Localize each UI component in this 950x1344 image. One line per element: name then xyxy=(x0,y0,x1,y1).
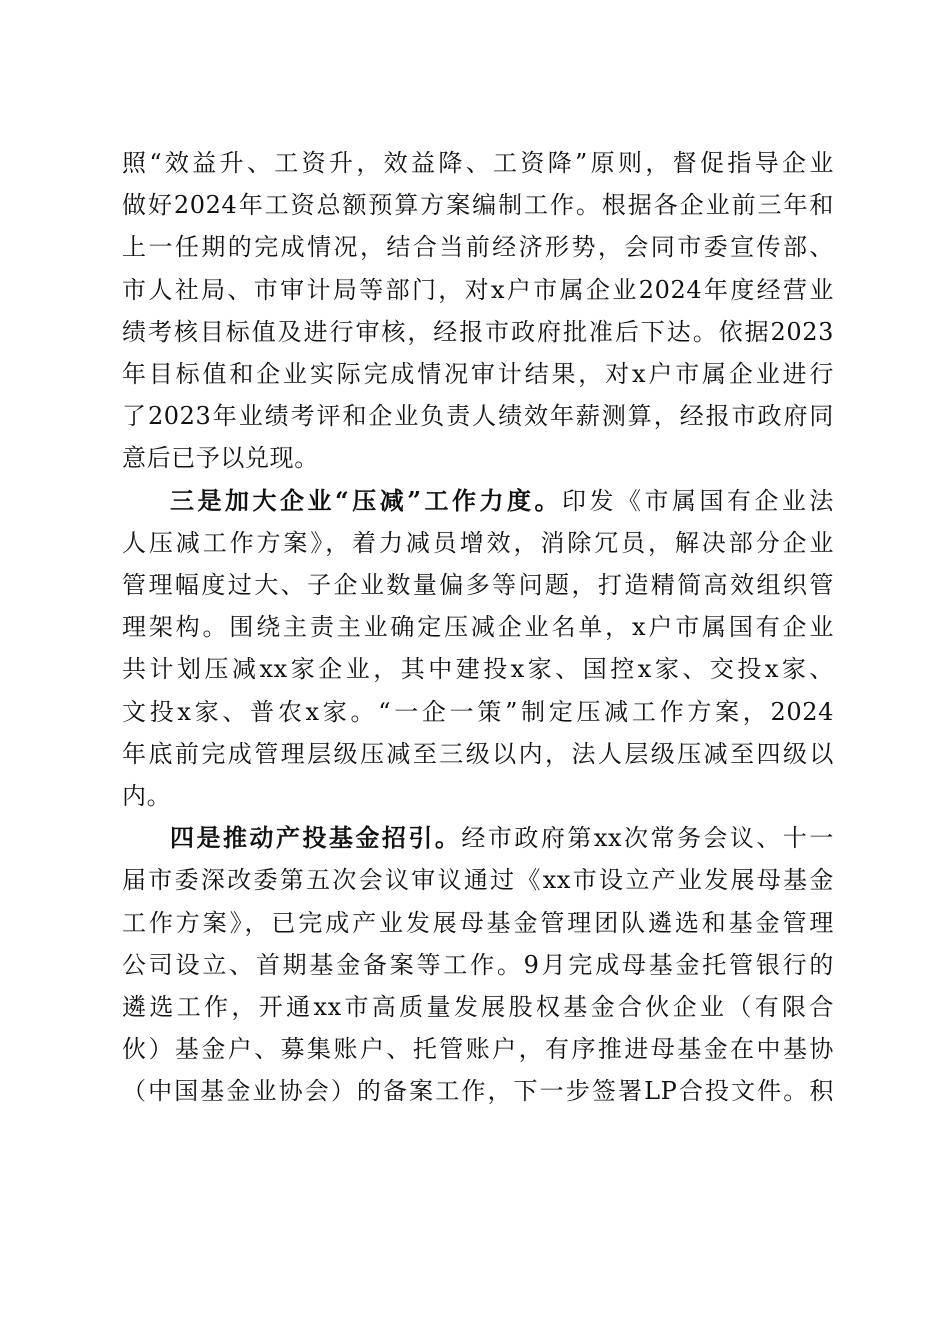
paragraph-line: 文投x家、普农x家。“一企一策”制定压减工作方案，2024 xyxy=(122,697,834,726)
paragraph-line: 市人社局、市审计局等部门，对x户市属企业2024年度经营业 xyxy=(122,275,834,304)
paragraph-line: 年底前完成管理层级压减至三级以内，法人层级压减至四级以 xyxy=(122,739,834,768)
paragraph-1 xyxy=(122,142,834,480)
paragraph-line: 做好2024年工资总额预算方案编制工作。根据各企业前三年和 xyxy=(122,191,834,220)
paragraph-line: 管理幅度过大、子企业数量偏多等问题，打造精简高效组织管 xyxy=(122,571,834,600)
paragraph-line: 公司设立、首期基金备案等工作。9月完成母基金托管银行的 xyxy=(122,950,834,979)
paragraph-line: 遴选工作，开通xx市高质量发展股权基金合伙企业（有限合 xyxy=(122,993,834,1022)
paragraph-2 xyxy=(122,480,834,818)
paragraph-line: 年目标值和企业实际完成情况审计结果，对x户市属企业进行 xyxy=(122,360,834,389)
paragraph-line: 上一任期的完成情况，结合当前经济形势，会同市委宣传部、 xyxy=(122,233,834,262)
paragraph-line-text: 经市政府第xx次常务会议、十一 xyxy=(461,824,834,853)
paragraph-line: 工作方案》，已完成产业发展母基金管理团队遴选和基金管理 xyxy=(122,908,834,937)
paragraph-line: 共计划压减xx家企业，其中建投x家、国控x家、交投x家、 xyxy=(122,655,834,684)
paragraph-line: 照“效益升、工资升，效益降、工资降”原则，督促指导企业 xyxy=(122,149,834,177)
paragraph-line: 届市委深改委第五次会议审议通过《xx市设立产业发展母基金 xyxy=(122,866,834,895)
paragraph-line xyxy=(122,480,834,522)
section-heading-reduction: 三是加大企业“压减”工作力度。 xyxy=(170,485,562,515)
section-heading-fund: 四是推动产投基金招引。 xyxy=(170,823,462,853)
paragraph-line: 理架构。围绕主责主业确定压减企业名单，x户市属国有企业 xyxy=(122,613,834,642)
paragraph-line: （中国基金业协会）的备案工作，下一步签署LP合投文件。积 xyxy=(122,1077,834,1106)
paragraph-line xyxy=(122,817,834,859)
paragraph-line: 绩考核目标值及进行审核，经报市政府批准后下达。依据2023 xyxy=(122,317,834,346)
paragraph-line: 意后已予以兑现。 xyxy=(122,444,319,473)
paragraph-line: 了2023年业绩考评和企业负责人绩效年薪测算，经报市政府同 xyxy=(122,402,834,431)
paragraph-line: 伙）基金户、募集账户、托管账户，有序推进母基金在中基协 xyxy=(122,1035,834,1064)
paragraph-line-text: 印发《市属国有企业法 xyxy=(561,486,835,515)
body-text xyxy=(122,142,834,1113)
paragraph-line: 内。 xyxy=(122,782,172,811)
paragraph-3 xyxy=(122,817,834,1112)
paragraph-line: 人压减工作方案》，着力减员增效，消除冗员，解决部分企业 xyxy=(122,528,834,557)
